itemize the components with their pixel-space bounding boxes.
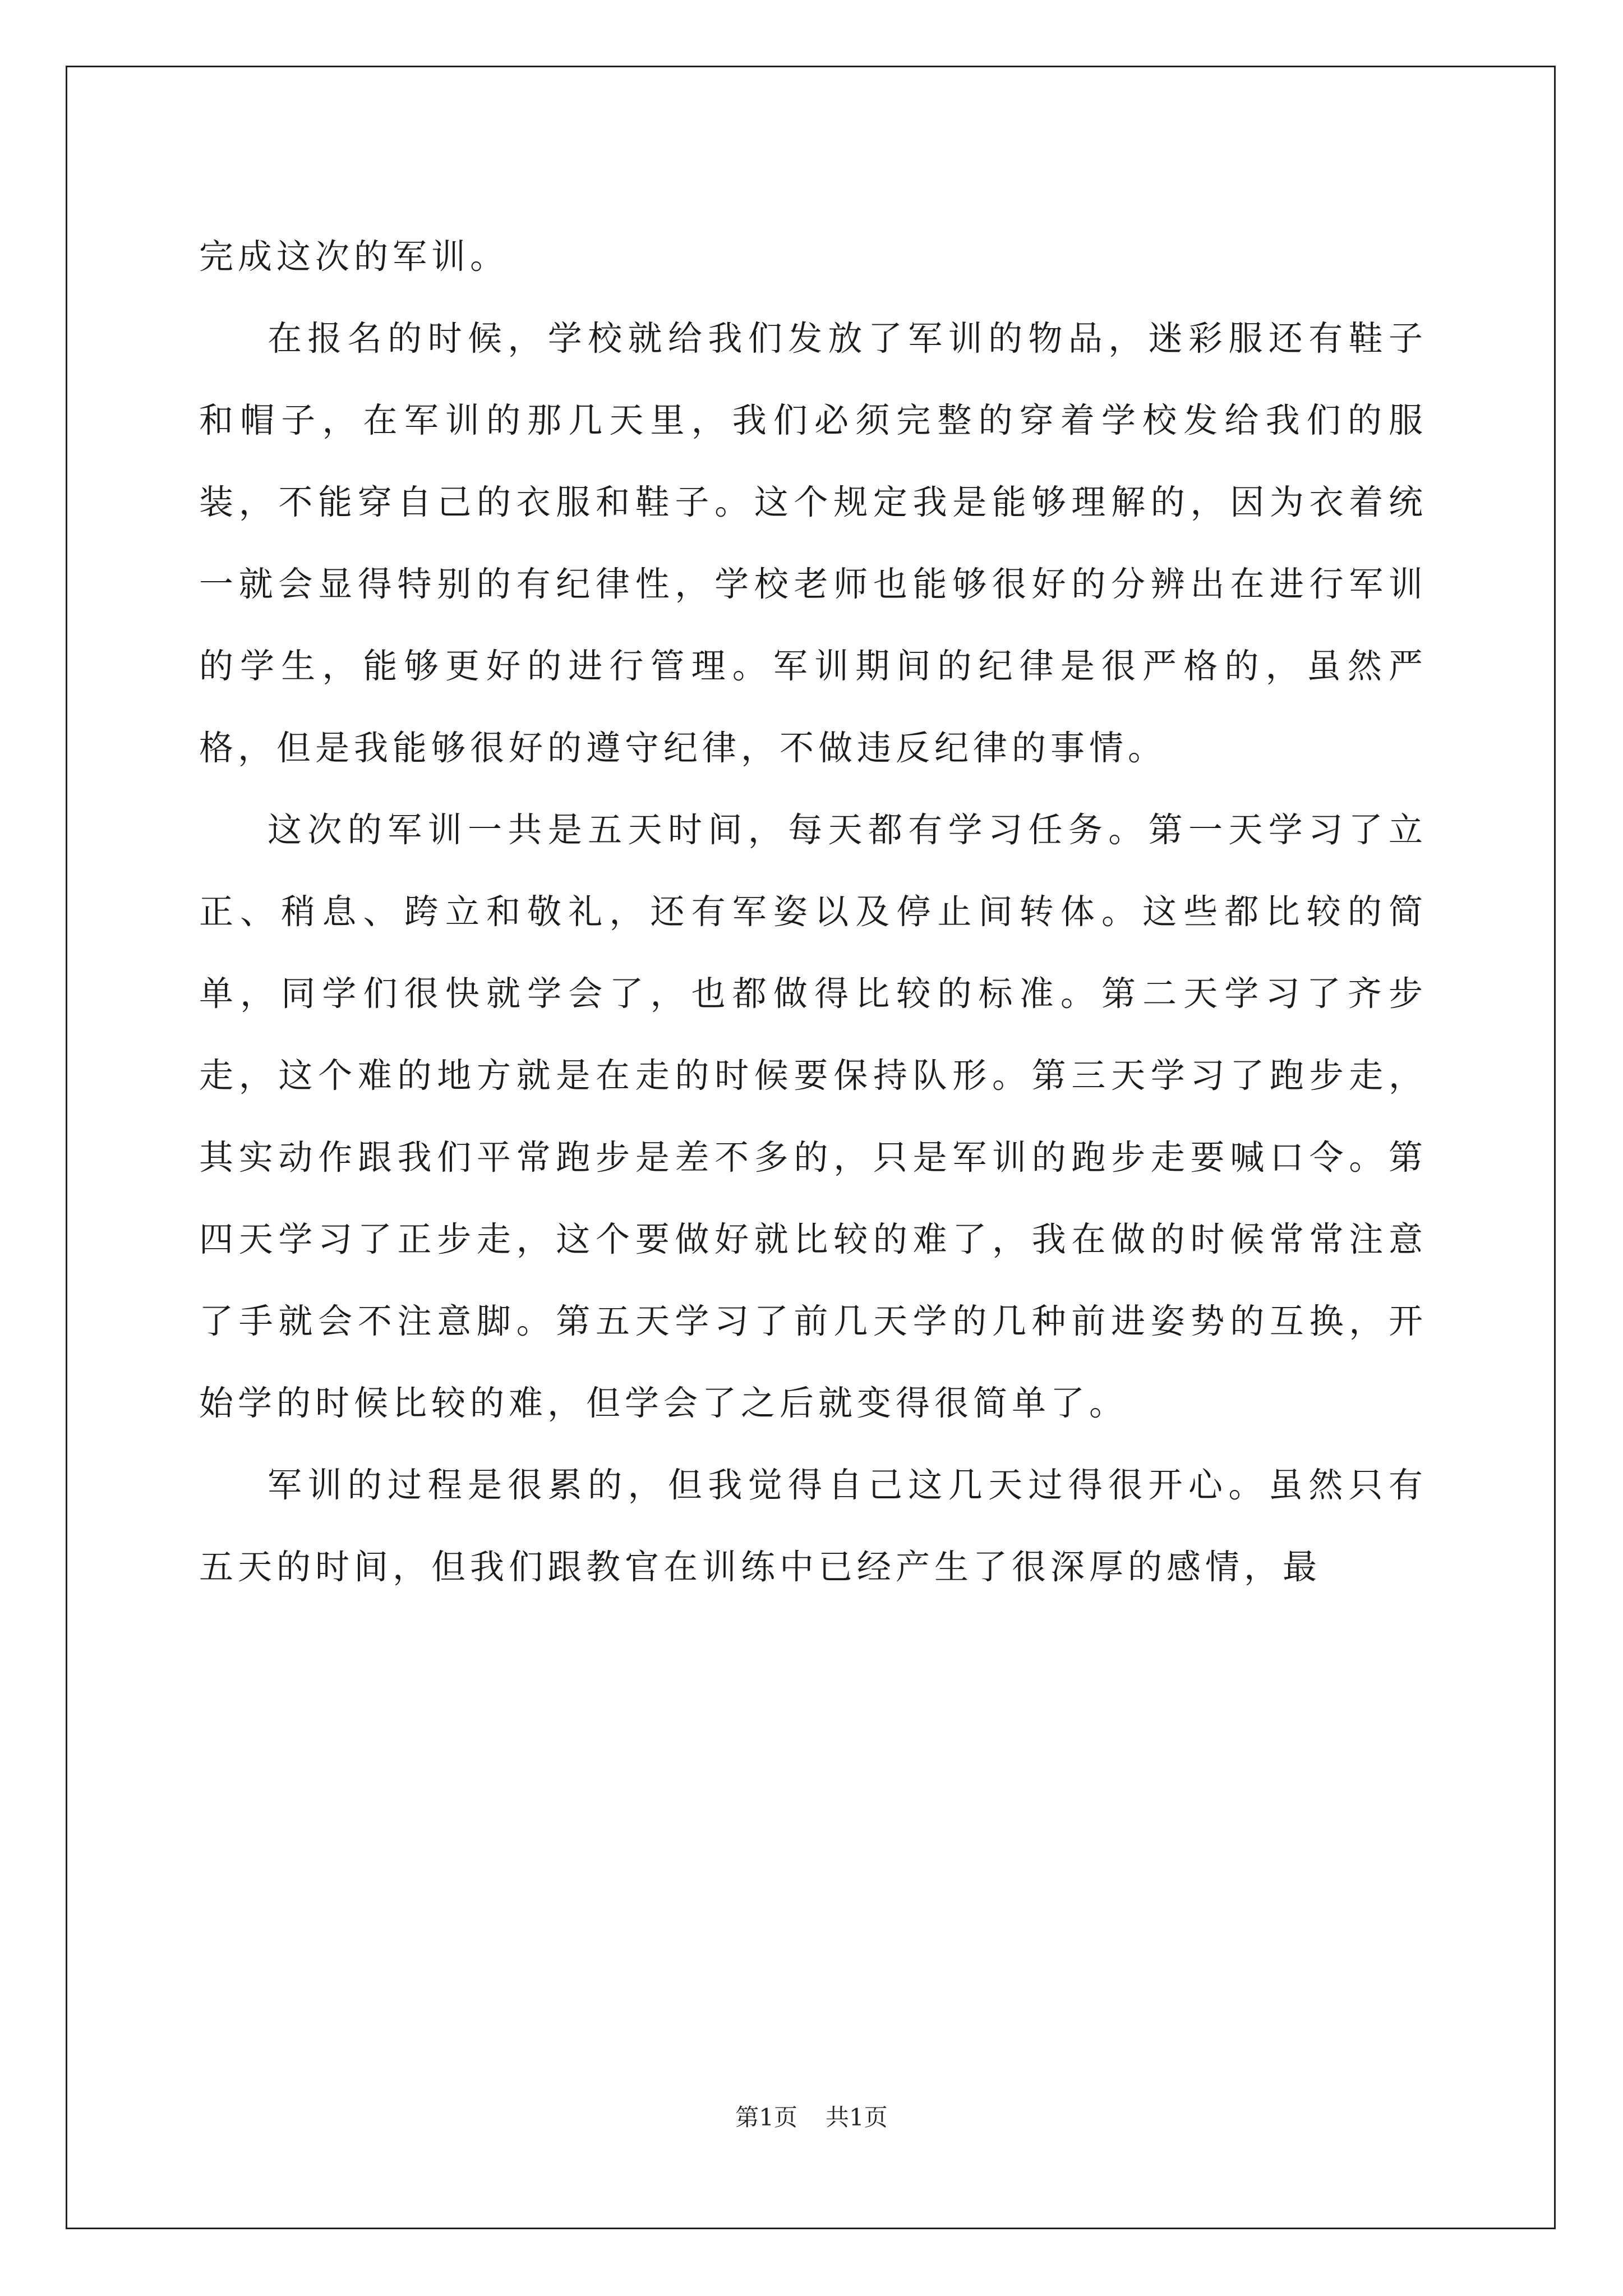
page-footer <box>0 2099 1623 2133</box>
page-total: 共1页 <box>826 2104 888 2131</box>
paragraph-3: 这次的军训一共是五天时间，每天都有学习任务。第一天学习了立正、稍息、跨立和敬礼，还有军姿以及停止间转体。这些都比较的简单，同学们很快就学会了，也都做得比较的标准。第二天学习了齐步走，这个难的地方就是在走的时候要保持队形。第三天学习了跑步走，其实动作跟我们平常跑步是差不多的，只是军训的跑步走要喊口令。第四天学习了正步走，这个要做好就比较的难了，我在做的时候常常注意了手就会不注意脚。第五天学习了前几天学的几种前进姿势的互换，开始学的时候比较的难，但学会了之后就变得很简单了。 <box>199 810 1427 1423</box>
paragraph-4: 军训的过程是很累的，但我觉得自己这几天过得很开心。虽然只有五天的时间，但我们跟教官在训练中已经产生了很深厚的感情，最 <box>199 1465 1427 1587</box>
document-body <box>199 216 1427 1608</box>
paragraph-1: 完成这次的军训。 <box>199 237 509 277</box>
paragraph-2: 在报名的时候，学校就给我们发放了军训的物品，迷彩服还有鞋子和帽子，在军训的那几天里，我们必须完整的穿着学校发给我们的服装，不能穿自己的衣服和鞋子。这个规定我是能够理解的，因为衣着统一就会显得特别的有纪律性，学校老师也能够很好的分辨出在进行军训的学生，能够更好的进行管理。军训期间的纪律是很严格的，虽然严格，但是我能够很好的遵守纪律，不做违反纪律的事情。 <box>199 319 1427 768</box>
page-number: 第1页 <box>735 2104 797 2131</box>
